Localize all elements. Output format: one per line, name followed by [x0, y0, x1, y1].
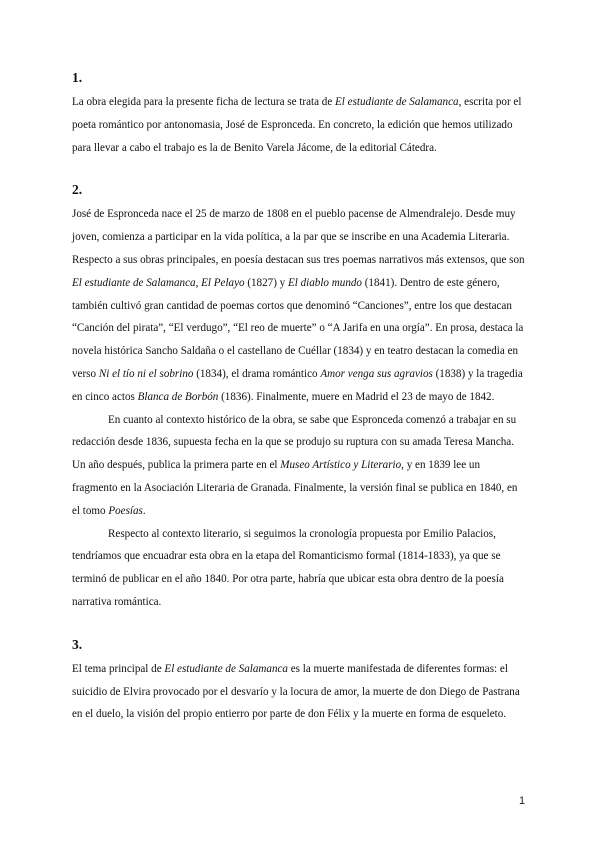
section-heading: 3.	[72, 636, 83, 652]
italic-title: Museo Artístico y Literario	[280, 459, 402, 472]
text-run: es la muerte manifestada de diferentes formas: el suicidio de Elvira provocado por el desvarío y la locura de amor, la muerte de don Diego de Pastrana en el duelo, la visión del propio entierro por parte de don Félix y la muerte en forma de esqueleto.	[72, 662, 520, 721]
italic-title: El Pelayo	[201, 276, 245, 289]
text-run: , escrita por el poeta romántico por antonomasia, José de Espronceda. En concreto, la edición que hemos utilizado para llevar a cabo el trabajo es la de Benito Varela Jácome, de la editorial Cátedra.	[72, 96, 522, 154]
page-content	[72, 68, 528, 726]
text-run: ,	[195, 276, 202, 289]
italic-title: El estudiante de Salamanca	[335, 96, 459, 108]
page-number: 1	[519, 795, 526, 807]
italic-title: Ni el tío ni el sobrino	[98, 367, 194, 380]
text-run: La obra elegida para la presente ficha de lectura se trata de	[72, 96, 336, 108]
paragraph	[72, 203, 528, 408]
italic-title: El diablo mundo	[288, 276, 362, 289]
text-run: (1841). Dentro de este género, también cultivó gran cantidad de poemas cortos que denominó “Canciones”, entre los que destacan “Canción del pirata”, “El verdugo”, “El reo de muerte” o “A Jarifa en una orgía”. En prosa, destaca la novela histórica Sancho Saldaña o el castellano de Cuéllar (1834) y en teatro destacan la comedia en verso	[72, 276, 524, 380]
italic-title: Amor venga sus agravios	[320, 367, 433, 380]
section-heading: 1.	[72, 70, 83, 85]
text-run: (1834), el drama romántico	[193, 367, 321, 380]
italic-title: Blanca de Borbón	[137, 390, 219, 403]
paragraph	[72, 91, 528, 159]
section-heading: 2.	[72, 182, 83, 198]
text-run: Respecto al contexto literario, si seguimos la cronología propuesta por Emilio Palacios, tendríamos que encuadrar esta obra en la etapa del Romanticismo formal (1814-1833), ya que se terminó de publicar en el año 1840. Por otra parte, habría que ubicar esta obra dentro de la poesía narrativa romántica.	[72, 527, 504, 608]
text-run: (1838) y la tragedia en cinco actos	[72, 367, 523, 403]
paragraph	[72, 658, 528, 726]
paragraph	[72, 523, 528, 614]
text-run: (1836). Finalmente, muere en Madrid el 23 de mayo de 1842.	[218, 390, 495, 403]
text-run: , y en 1839 lee un fragmento en la Asociación Literaria de Granada. Finalmente, la versión final se publica en 1840, en el tomo	[72, 459, 518, 517]
section-3	[72, 635, 528, 726]
italic-title: El estudiante de Salamanca	[164, 662, 288, 675]
text-run: El tema principal de	[72, 662, 165, 675]
section-2	[72, 180, 528, 613]
text-run: .	[142, 504, 146, 517]
section-1	[72, 68, 528, 159]
italic-title: Poesías	[108, 504, 143, 517]
text-run: En cuanto al contexto histórico de la obra, se sabe que Espronceda comenzó a trabajar en su redacción desde 1836, supuesta fecha en la que se produjo su ruptura con su amada Teresa Mancha. Un año después, publica la primera parte en el	[72, 413, 517, 472]
paragraph	[72, 409, 528, 523]
italic-title: El estudiante de Salamanca	[72, 276, 196, 289]
text-run: (1827) y	[244, 276, 288, 289]
text-run: José de Espronceda nace el 25 de marzo de 1808 en el pueblo pacense de Almendralejo. Desde muy joven, comienza a participar en la vida política, a la par que se inscribe en una Academia Literaria. Respecto a sus obras principales, en poesía destacan sus tres poemas narrativos más extensos, que son	[72, 208, 525, 266]
